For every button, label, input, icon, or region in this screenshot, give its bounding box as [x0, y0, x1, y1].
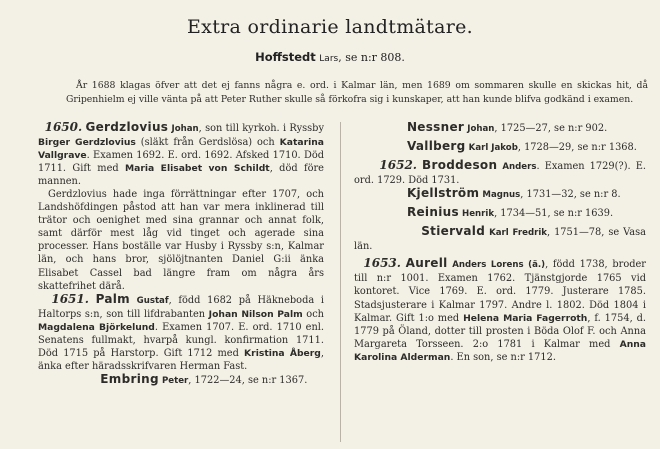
- spouse-name: Helena Maria Fagerroth: [463, 312, 588, 324]
- page-title: Extra ordinarie landtmätare.: [187, 16, 473, 38]
- entry-given-name: Johan: [171, 124, 199, 134]
- entry-surname: Palm: [95, 291, 130, 306]
- entry-text: , 1751—78, se Vasa län.: [354, 227, 646, 253]
- left-column: [38, 121, 324, 443]
- gerdzlovius-note: Gerdzlovius hade inga förrättningar efter 1707, och Landshöfdingen påstod att han var mera inklinerad till trätor och oenighet med sina grannar och annat folk, samt därför mest låg vid tinget och agerade sina processer. Hans boställe var Husby i Ryssby s:n, Kalmar län, och hans bror, sjölöjtnanten Daniel G:ii änka Elisabet Cassel bad längre fram om några års skattefrihet därå.: [38, 189, 324, 292]
- entry-given-name: Johan: [467, 124, 495, 134]
- father-name: Birger Gerdzlovius: [38, 137, 136, 149]
- entry-surname: Stiervald: [421, 224, 486, 239]
- column-divider: [340, 122, 341, 442]
- entry-given-name: Karl Jakob: [468, 143, 518, 154]
- entry-surname: Vallberg: [406, 139, 466, 154]
- entry-number: 1652.: [379, 158, 417, 173]
- entry-given-name: Anders Lorens (ä.): [452, 260, 546, 271]
- entry-palm: [38, 293, 324, 373]
- entry-surname: Gerdzlovius: [85, 120, 169, 134]
- hoffstedt-ref: , se n:r 808.: [338, 51, 405, 64]
- entry-text: , 1731—32, se n:r 8.: [520, 189, 621, 201]
- spouse-name: Kristina Åberg: [244, 347, 321, 359]
- entry-text: . En son, se n:r 1712.: [450, 351, 556, 363]
- entry-text: . Examen 1729(?). E. ord. 1729. Död 1731.: [354, 161, 646, 187]
- entry-aurell: [354, 257, 646, 363]
- entry-surname: Aurell: [405, 256, 448, 271]
- entry-text: , son till kyrkoh. i Ryssby: [198, 123, 324, 134]
- entry-text: och: [302, 308, 324, 320]
- mother-name: Magdalena Björkelund: [38, 321, 155, 333]
- entry-number: 1651.: [51, 291, 89, 306]
- entry-text: , änka efter häradsskrifvaren Herman Fast.: [38, 347, 324, 372]
- mother-name: Katarina Vallgrave: [38, 137, 324, 162]
- entry-number: 1650.: [44, 120, 83, 134]
- entry-reinius: [354, 206, 646, 221]
- entry-surname: Reinius: [406, 205, 459, 220]
- entry-text: , död före mannen.: [38, 163, 324, 188]
- entry-kjellstrom: [354, 187, 646, 202]
- entry-stiervald: [354, 225, 646, 253]
- entry-broddeson: [354, 159, 646, 187]
- entry-text: , 1734—51, se n:r 1639.: [494, 208, 614, 220]
- entry-text: . Examen 1692. E. ord. 1692. Afsked 1710. Död 1711. Gift med: [38, 150, 324, 175]
- entry-given-name: Gustaf: [136, 295, 169, 306]
- right-column: [354, 121, 646, 443]
- hoffstedt-surname: Hoffstedt: [255, 50, 316, 64]
- entry-surname: Broddeson: [422, 158, 498, 173]
- entry-text: , född 1738, broder till n:r 1001. Examen 1762. Tjänstgjorde 1765 vid kontoret. Vice 1769. E. ord. 1779. Justerare 1785. Stadsjusterare i Kalmar 1797. Andre l. 1802. Död 1804 i Kalmar. Gift 1:o med: [354, 259, 646, 324]
- entry-given-name: Henrik: [462, 209, 495, 220]
- entry-text: , född 1682 på Häkneboda i Haltorps s:n, son till lifdrabanten: [38, 294, 324, 320]
- entry-vallberg: [354, 140, 646, 155]
- entry-surname: Embring: [100, 371, 159, 386]
- entry-text: , 1728—29, se n:r 1368.: [517, 142, 637, 154]
- entry-given-name: Karl Fredrik: [489, 228, 547, 239]
- entry-text: (släkt från Gerdslösa) och: [135, 137, 280, 149]
- intro-paragraph: År 1688 klagas öfver att det ej fanns några e. ord. i Kalmar län, men 1689 om sommaren skulle en skickas hit, då Gripenhielm ej ville vänta på att Peter Ruther skulle så förkofra sig i kunskaper, att han kunde blifva godkänd i examen.: [66, 80, 648, 106]
- hoffstedt-given: Lars: [319, 54, 339, 64]
- entry-nessner: [354, 121, 646, 136]
- entry-embring: [38, 373, 324, 388]
- entry-given-name: Magnus: [482, 190, 521, 201]
- entry-text: , f. 1754, d. 1779 på Öland, dotter till prosten i Böda Olof F. och Anna Margareta Torsseen. 2:o 1781 i Kalmar med: [354, 312, 646, 350]
- entry-given-name: Anders: [502, 162, 537, 173]
- entry-given-name: Peter: [161, 375, 189, 386]
- entry-text: , 1725—27, se n:r 902.: [494, 123, 608, 134]
- hoffstedt-entry: [0, 50, 660, 64]
- spouse-name: Anna Karolina Alderman: [354, 338, 646, 363]
- entry-text: . Examen 1707. E. ord. 1710 enl. Senatens fullmakt, hvarpå kungl. konfirmation 1711. Död 1715 på Harstorp. Gift 1712 med: [38, 321, 324, 359]
- entry-number: 1653.: [363, 256, 401, 271]
- entry-surname: Nessner: [406, 120, 465, 134]
- spouse-name: Maria Elisabet von Schildt: [125, 163, 270, 175]
- father-name: Johan Nilson Palm: [208, 308, 303, 320]
- entry-surname: Kjellström: [406, 186, 480, 201]
- entry-gerdzlovius: [38, 121, 324, 188]
- entry-text: , 1722—24, se n:r 1367.: [188, 374, 308, 386]
